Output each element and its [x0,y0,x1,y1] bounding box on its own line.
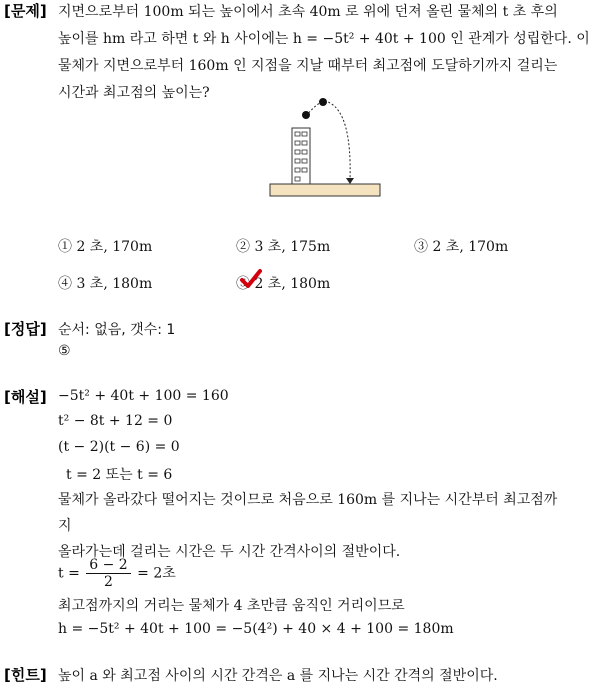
problem-line-3: 물체가 지면으로부터 160m 인 지점을 지날 때부터 최고점에 도달하기까지 걸리는 [58,58,558,74]
solution-step-2: t² − 8t + 12 = 0 [58,413,173,429]
problem-line-1: 지면으로부터 100m 되는 높이에서 초속 40m 로 위에 던져 올린 물체의 t 초 후의 [58,4,558,20]
solution-step-10: h = −5t² + 40t + 100 = −5(4²) + 40 × 4 + 100 = 180m [58,621,454,637]
solution-step-1: −5t² + 40t + 100 = 160 [58,388,229,404]
option-1-text: 2 초, 170m [76,239,153,255]
problem-figure [266,94,386,198]
solution-step-3: (t − 2)(t − 6) = 0 [58,439,180,455]
ball-top [319,98,327,106]
option-2-num: ② [236,239,250,255]
option-3[interactable] [414,236,508,256]
option-4[interactable] [58,273,152,293]
solution-step-5: 물체가 올라갔다 떨어지는 것이므로 처음으로 160m 를 지나는 시간부터 최고점까 [58,492,558,508]
checkmark-icon [240,268,262,290]
option-5-num: ⑤ [236,276,250,292]
hint-label: [힌트] [4,666,47,684]
fraction-lhs: t = [58,565,80,582]
fraction-numerator: 6 − 2 [86,557,130,574]
ball-start [302,111,310,119]
solution-step-6: 지 [58,518,72,534]
option-5-text: 2 초, 180m [254,276,331,292]
answer-order-count: 순서: 없음, 갯수: 1 [58,322,176,338]
option-2-text: 3 초, 175m [254,239,331,255]
option-3-text: 2 초, 170m [432,239,509,255]
option-1[interactable] [58,236,152,256]
fraction [86,557,130,590]
answer-choice: ⑤ [58,343,71,359]
option-4-text: 3 초, 180m [76,276,153,292]
option-4-num: ④ [58,276,72,292]
trajectory-arrow [346,178,354,184]
problem-label: [문제] [4,2,47,20]
problem-line-2: 높이를 hm 라고 하면 t 와 h 사이에는 h = −5t² + 40t + 100 인 관계가 성립한다. 이 [58,31,590,47]
fraction-rhs: = 2초 [137,565,176,582]
option-2[interactable] [236,236,330,256]
option-3-num: ③ [414,239,428,255]
answer-label: [정답] [4,320,47,338]
solution-step-4: t = 2 또는 t = 6 [66,467,173,483]
solution-step-9: 최고점까지의 거리는 물체가 4 초만큼 움직인 거리이므로 [58,598,405,614]
solution-label: [해설] [4,388,47,406]
option-1-num: ① [58,239,72,255]
hint-text: 높이 a 와 최고점 사이의 시간 간격은 a 를 지나는 시간 간격의 절반이다. [58,668,498,684]
trajectory-path [306,101,350,180]
problem-line-4: 시간과 최고점의 높이는? [58,85,210,101]
solution-step-8 [58,557,176,590]
fraction-denominator: 2 [104,574,113,590]
ground-rect [270,184,380,196]
solution-step-7: 올라가는데 걸리는 시간은 두 시간 간격사이의 절반이다. [58,544,401,560]
